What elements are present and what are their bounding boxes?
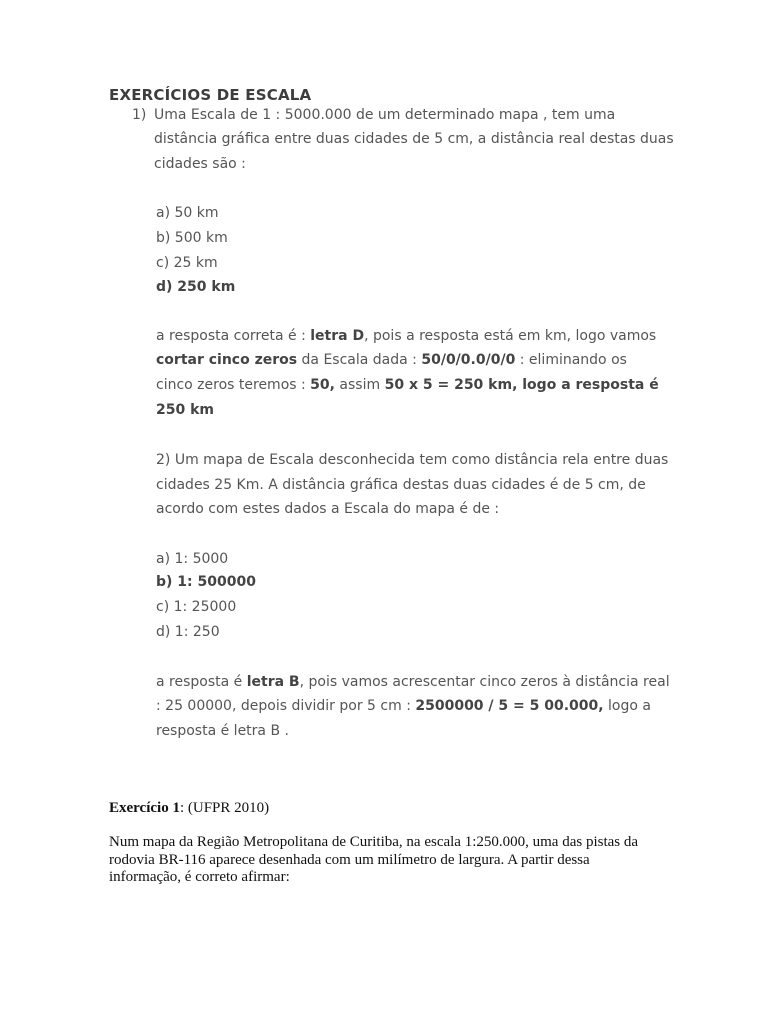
q2-option-d: d) 1: 250 [156,624,220,640]
q1-answer-emphasis: 50/0/0.0/0/0 [421,352,516,368]
q2-answer-text: : 25 00000, depois dividir por 5 cm : [156,698,416,714]
q2-answer-line-2 [156,698,651,714]
exercise-heading [109,800,269,817]
q1-text-line-2: distância gráfica entre duas cidades de 5 cm, a distância real destas duas [154,131,674,147]
q1-answer-line-4: 250 km [156,402,214,418]
q2-answer-text: , pois vamos acrescentar cinco zeros à distância real [299,674,670,690]
q2-answer-letter: letra B [246,674,300,690]
q2-option-b-correct: b) 1: 500000 [156,574,256,590]
q1-option-b: b) 500 km [156,230,228,246]
q1-answer-text: , pois a resposta está em km, logo vamos [364,328,657,344]
q2-option-c: c) 1: 25000 [156,599,237,615]
q1-answer-line-2 [156,352,627,368]
q1-answer-emphasis: cortar cinco zeros [156,352,298,368]
q1-answer-line-3 [156,377,659,393]
q1-answer-emphasis: 50, [310,377,335,393]
exercise-source: : (UFPR 2010) [179,800,270,816]
q1-answer-emphasis: 50 x 5 = 250 km, logo a resposta é [384,377,659,393]
q2-answer-line-1 [156,674,670,690]
exercise-label: Exercício 1 [109,800,180,816]
q1-option-a: a) 50 km [156,205,219,221]
q1-number: 1) [132,107,147,123]
page-title: EXERCÍCIOS DE ESCALA [109,86,312,104]
q2-option-a: a) 1: 5000 [156,551,229,567]
q2-text-line-1: 2) Um mapa de Escala desconhecida tem como distância rela entre duas [156,452,669,468]
q1-answer-text: da Escala dada : [297,352,422,368]
q2-answer-text: logo a [603,698,651,714]
exercise-paragraph-line-1: Num mapa da Região Metropolitana de Curitiba, na escala 1:250.000, uma das pistas da [109,834,639,850]
q2-answer-line-3: resposta é letra B . [156,723,289,739]
q1-text-line-1: Uma Escala de 1 : 5000.000 de um determinado mapa , tem uma [154,107,616,123]
q1-text-line-3: cidades são : [154,156,246,172]
q1-option-d-correct: d) 250 km [156,279,236,295]
q2-text-line-3: acordo com estes dados a Escala do mapa é de : [156,501,500,517]
q1-answer-letter: letra D [310,328,365,344]
q1-answer-text: a resposta correta é : [156,328,311,344]
q1-option-c: c) 25 km [156,255,218,271]
q2-answer-emphasis: 2500000 / 5 = 5 00.000, [415,698,604,714]
q2-text-line-2: cidades 25 Km. A distância gráfica destas duas cidades é de 5 cm, de [156,477,646,493]
q2-answer-text: a resposta é [156,674,247,690]
q1-answer-line-1 [156,328,656,344]
exercise-paragraph-line-3: informação, é correto afirmar: [109,869,290,885]
q1-answer-text: assim [334,377,385,393]
q1-answer-text: cinco zeros teremos : [156,377,311,393]
exercise-paragraph-line-2: rodovia BR-116 aparece desenhada com um milímetro de largura. A partir dessa [109,852,590,868]
q1-answer-text: : eliminando os [515,352,627,368]
